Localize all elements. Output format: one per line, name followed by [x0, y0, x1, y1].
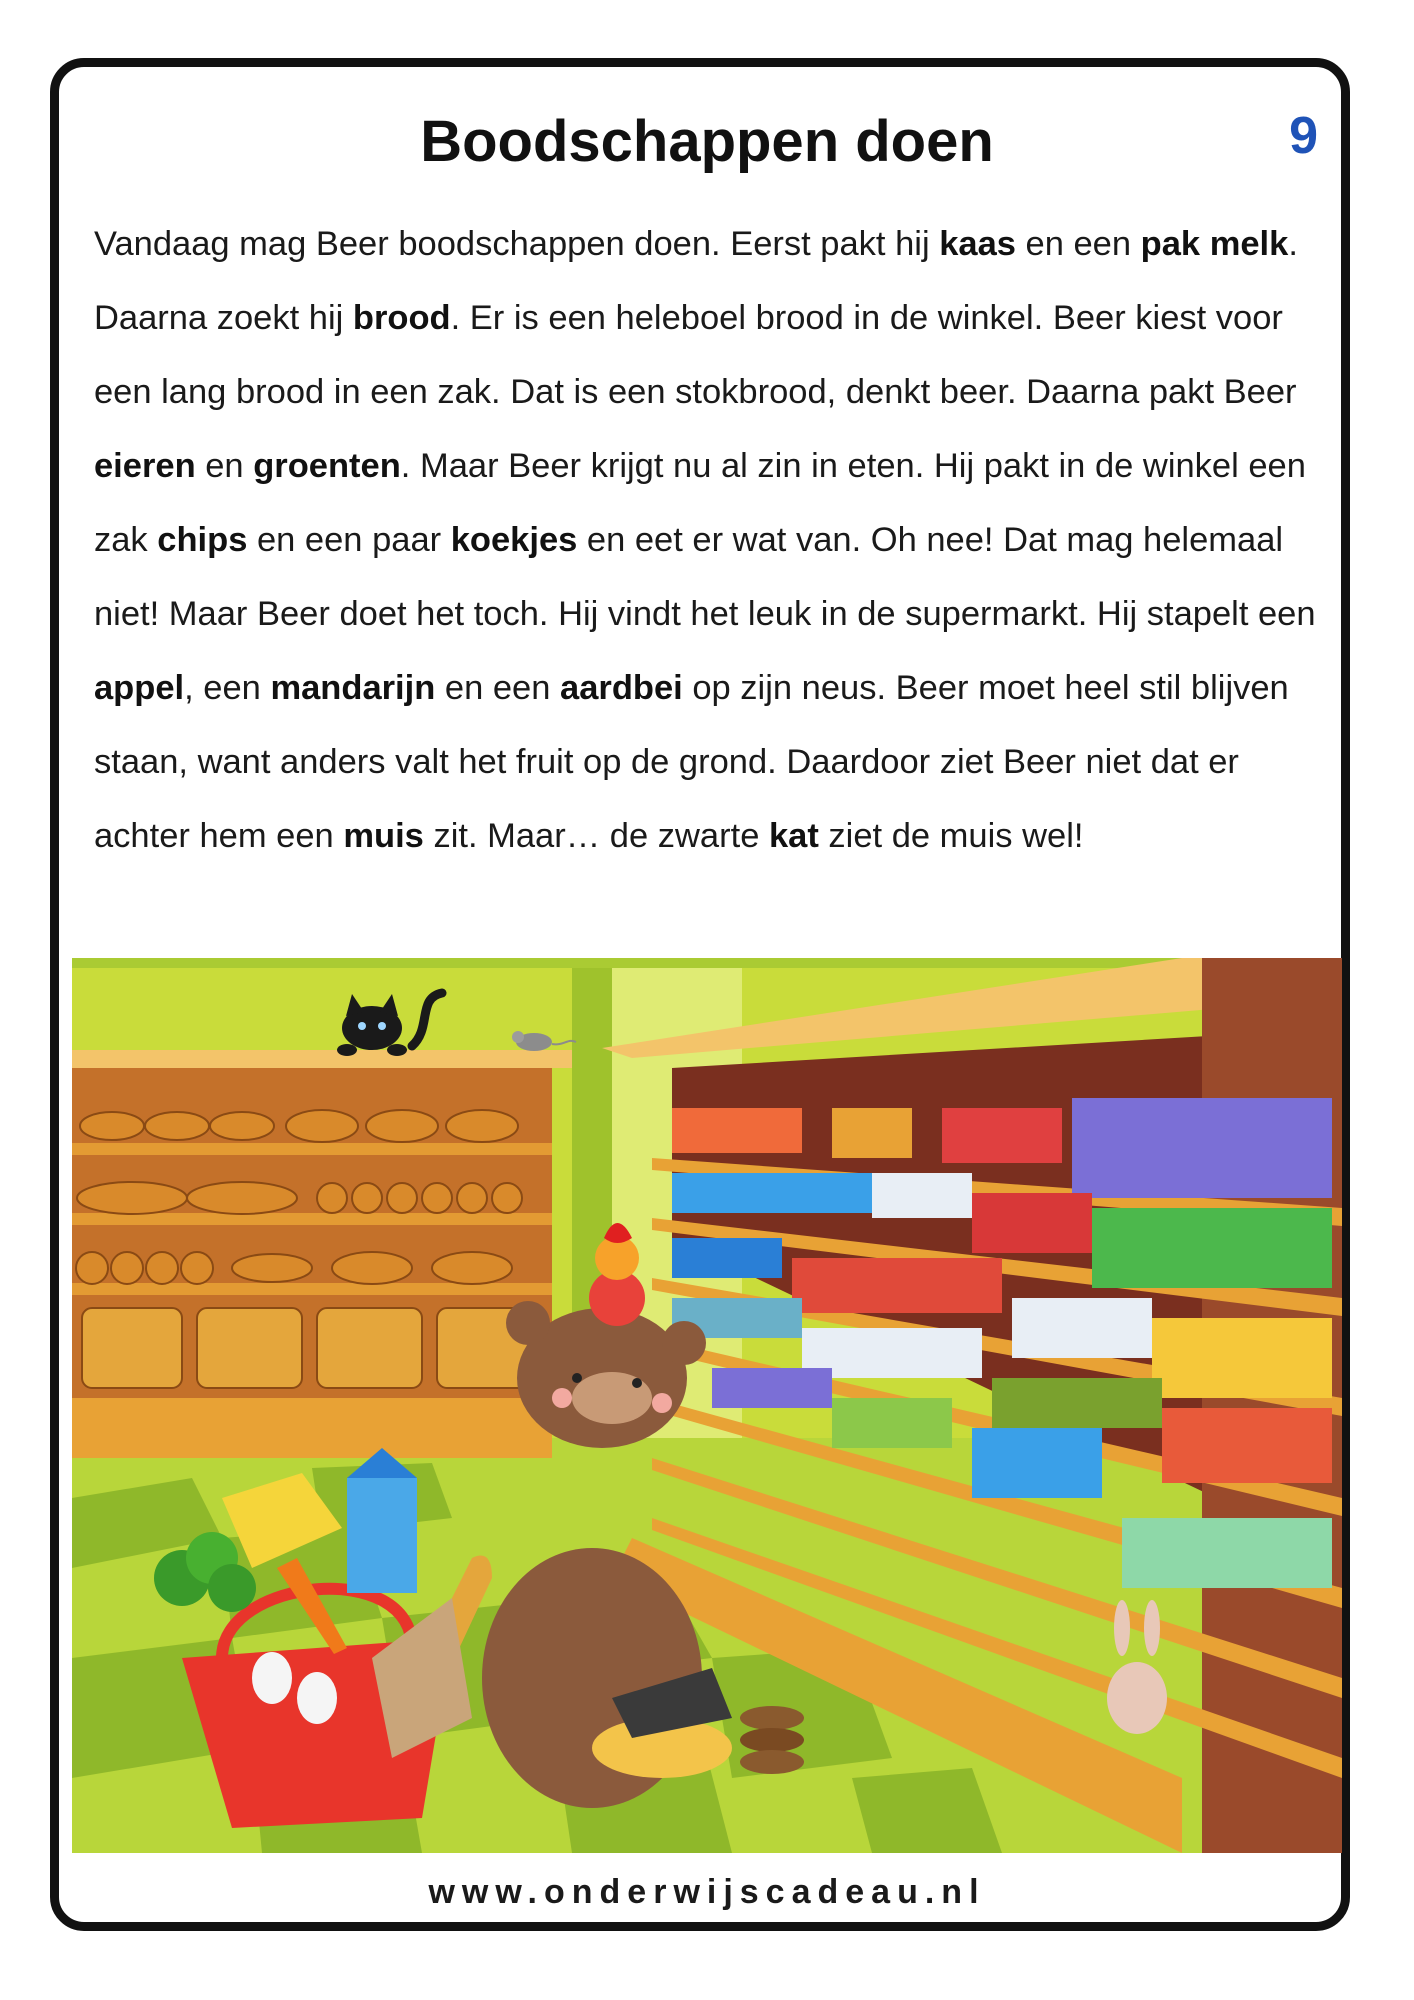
story-keyword: muis — [343, 817, 424, 855]
story-keyword: kat — [768, 817, 819, 855]
story-segment: en een — [1015, 225, 1141, 263]
story-segment: ziet de muis wel! — [818, 817, 1084, 855]
bakery-shelf — [72, 1050, 572, 1458]
story-keyword: aardbei — [560, 669, 683, 707]
story-segment: en — [195, 447, 254, 485]
story-segment: en een — [435, 669, 561, 707]
story-keyword: kaas — [939, 225, 1016, 263]
story-keyword: pak melk — [1140, 225, 1289, 263]
milk-carton-icon — [347, 1448, 417, 1593]
story-text — [94, 207, 1334, 873]
story-segment: Vandaag mag Beer boodschappen doen. Eerst pakt hij — [94, 225, 940, 263]
story-keyword: appel — [94, 669, 185, 707]
story-segment: en eet er wat van. Oh nee! Dat mag helemaal niet! Maar Beer doet het toch. Hij vindt het leuk in de supermarkt. Hij stapelt een — [94, 521, 1316, 633]
story-segment: zit. Maar… de zwarte — [423, 817, 769, 855]
page-title: Boodschappen doen — [420, 109, 994, 174]
story-keyword: mandarijn — [270, 669, 436, 707]
story-keyword: chips — [157, 521, 248, 559]
footer-url: www.onderwijscadeau.nl — [428, 1873, 986, 1911]
story-segment: op zijn neus. Beer moet heel stil blijven staan, want anders valt het fruit op de grond. Daardoor ziet Beer niet dat er achter hem een — [94, 669, 1289, 855]
page-number: 9 — [1289, 107, 1318, 165]
story-keyword: koekjes — [450, 521, 578, 559]
supermarket-illustration — [72, 958, 1342, 1853]
story-segment: , een — [184, 669, 271, 707]
cookies-icon — [740, 1706, 804, 1774]
story-segment: . Er is een heleboel brood in de winkel. Beer kiest voor een lang brood in een zak. Dat is een stokbrood, denkt beer. Daarna pakt Beer — [94, 299, 1297, 411]
story-keyword: groenten — [253, 447, 401, 485]
story-segment: . Maar Beer krijgt nu al zin in eten. Hij pakt in de winkel een zak — [94, 447, 1306, 559]
story-keyword: eieren — [94, 447, 196, 485]
story-segment: . Daarna zoekt hij — [94, 225, 1298, 337]
story-keyword: brood — [352, 299, 451, 337]
story-segment: en een paar — [247, 521, 451, 559]
